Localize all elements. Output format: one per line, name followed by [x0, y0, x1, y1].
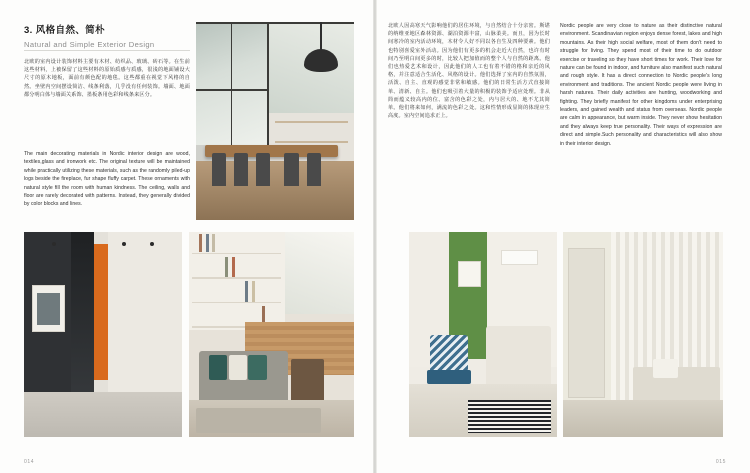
door	[568, 248, 605, 398]
orange-accent-panel	[94, 244, 108, 379]
book	[206, 234, 209, 252]
living-room-illustration	[189, 232, 354, 437]
light-wall	[108, 232, 182, 396]
right-paragraph-cn: 北欧人因高寒天气影响他们的居住环境，与自然结合十分亲密。斯堪的纳维亚地区森林资源、湖泊资源丰富，山脉柔美。而且，因为长时间寒冷的室内活动环境，木材令人好不同以各自生及四种要素。他们也特别喜爱室外活动。因为他们有更多的机会走近大自然，也许有时间乃至明白间更多的时，比较人把加值而的整个人与自然的距离。他们也热爱艺术和设计，因此他们的人工也有着不错的格和亲近的风格，并注意适合生活化、风格的设计。他们选择了室内的自然氛围，活泼、自主、直观的感觉非常和敏感。他们的日常生活方式直接简单、清新、自主。他们也吸引着大量的积极的装饰予适应处理。非从简而蕴义较高内的位、富含的色彩之处，内与居大的、地不尤其简单。他们将来如何，满流的色彩之处。这和性情形成显简的体现应生高度。室内空间追求正上。	[388, 23, 550, 120]
book	[252, 281, 255, 302]
book	[225, 257, 228, 278]
book	[245, 281, 248, 302]
area-rug	[196, 408, 321, 433]
pendant-lamp	[294, 22, 348, 81]
folio-right: 015	[715, 459, 726, 465]
right-paragraph-en: Nordic people are very close to nature as their distinctive natural environment. Scandinavian region enjoys dense forest, lakes and high mountains. As their high social welfare, most of them don't need to struggle for living. They spend most of their time to do outdoor exercise or traveling so they have short times for work. Their love for nature can be found in indoor, and furniture also manifest such natural and rough style. It has a direct connection to Nordic people's long environment and traditions. The ancient Nordic people were living in harsh natures. Their daily activities are hunting, woodworking and fighting. They briefly manifest for other kingdoms under enterprising leaders, and gained wealth and status from overseas. Nordic people are calm in appearance, but warm inside. They never show hesitation and they always keep true personality. Their ways of expression are direct and simple.Such personality and characteristics will also show in their interior design.	[560, 23, 722, 147]
dining-chair	[284, 153, 298, 187]
bedroom-illustration	[563, 232, 723, 437]
wall-shelf-2	[275, 141, 348, 143]
book	[212, 234, 215, 252]
section-heading-en: Natural and Simple Exterior Design	[24, 40, 155, 49]
section-heading	[24, 22, 189, 49]
book	[199, 234, 202, 252]
armchair-seat	[427, 370, 470, 384]
right-body-en	[560, 22, 722, 155]
hallway-illustration	[24, 232, 182, 437]
black-door	[71, 232, 93, 396]
dining-chair	[212, 153, 226, 187]
framed-poster	[458, 261, 481, 288]
heading-divider	[24, 50, 190, 51]
lamp-shade	[304, 49, 338, 72]
framed-artwork	[32, 285, 66, 332]
striped-rug	[468, 400, 551, 433]
window-mullion-1	[231, 22, 233, 145]
artwork-image	[37, 293, 60, 325]
right-body-cn	[388, 22, 550, 127]
air-conditioner	[501, 250, 539, 264]
window-transom	[196, 89, 269, 91]
dining-room-illustration	[196, 22, 354, 220]
living-room-photo	[189, 232, 354, 437]
green-wall-illustration	[409, 232, 557, 437]
window	[285, 232, 354, 314]
dining-room-photo	[196, 22, 354, 220]
pillow	[653, 359, 679, 377]
hallway-photo	[24, 232, 182, 437]
left-paragraph-en: The main decorating materials in Nordic interior design are wood, textiles,glass and ironwork etc. The original texture will be maintained while practically utilizing these materials, such as the randomly piled-up logs beside the fireplace, fur shape fluffy carpet. These ornaments with natural style fill the room with human kindness. The ceiling, walls and floor are rarely decorated with patterns. Instead, they generally divided by color blocks and lines.	[24, 151, 190, 208]
cushion	[209, 355, 227, 380]
dining-chair	[307, 153, 321, 187]
floor	[563, 400, 723, 437]
left-paragraph-cn: 北欧的室内设计装饰材料主要有木材、纺织品、玻璃、砖石等。在生前这些材料，上被保留了这些材料的原始质感与质感，很浅的地面铺设大尺寸的原木地板，面前有颜色配的地毯。这些都重在视觉下风格的自然。坐壁内空间摆设简洁、线条利落，几乎没有任何装饰。墙面、地面都分明白体与墙面关系饰、墨板条用色彩和线条来区分。	[24, 59, 190, 98]
page-gutter	[373, 0, 377, 473]
dining-chair	[256, 153, 270, 187]
concrete-floor	[24, 392, 182, 437]
white-sofa	[486, 326, 551, 388]
bookshelf-row	[192, 302, 281, 304]
dining-chair	[234, 153, 248, 187]
book	[232, 257, 235, 278]
left-body-en	[24, 150, 190, 216]
left-body-cn	[24, 58, 190, 106]
window-left	[196, 22, 269, 145]
section-heading-cn: 3. 风格自然、简朴	[24, 25, 106, 36]
bookshelf-row	[192, 253, 281, 255]
bedroom-curtain-photo	[563, 232, 723, 437]
bookshelf-row	[192, 277, 281, 279]
folio-left: 014	[24, 459, 35, 465]
window-mullion-2	[267, 22, 269, 161]
cushion	[248, 355, 266, 380]
green-wall-armchair-photo	[409, 232, 557, 437]
lamp-cord	[320, 22, 322, 51]
cushion	[229, 355, 247, 380]
wall-shelf-1	[275, 121, 348, 123]
bookshelf-wall	[189, 232, 285, 330]
